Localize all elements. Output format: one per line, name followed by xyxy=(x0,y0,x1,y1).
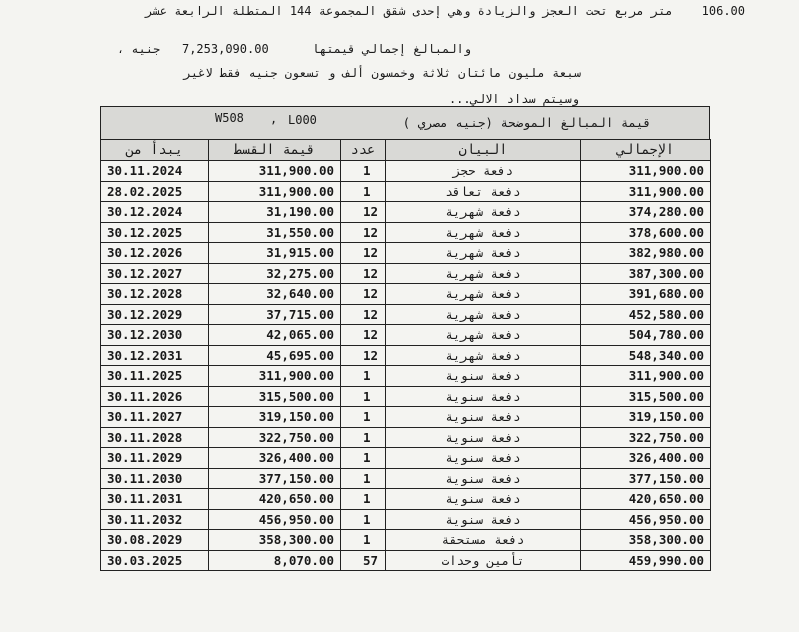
code-u: L000 xyxy=(288,113,317,127)
cell-date: 30.12.2024 xyxy=(101,202,209,223)
cell-count: 12 xyxy=(341,325,386,346)
total-amount-value: 7,253,090.00 xyxy=(181,42,269,56)
cell-count: 1 xyxy=(341,161,386,182)
cell-installment: 311,900.00 xyxy=(209,366,341,387)
cell-count: 1 xyxy=(341,489,386,510)
cell-total: 311,900.00 xyxy=(581,181,711,202)
cell-date: 30.11.2031 xyxy=(101,489,209,510)
cell-total: 420,650.00 xyxy=(581,489,711,510)
cell-count: 12 xyxy=(341,284,386,305)
cell-description: دفعة شهرية xyxy=(386,243,581,264)
cell-total: 391,680.00 xyxy=(581,284,711,305)
cell-total: 548,340.00 xyxy=(581,345,711,366)
cell-installment: 322,750.00 xyxy=(209,427,341,448)
cell-total: 315,500.00 xyxy=(581,386,711,407)
cell-count: 57 xyxy=(341,550,386,571)
table-row xyxy=(101,407,711,428)
col-header-date: يبدأ من xyxy=(101,140,209,161)
cell-date: 30.12.2028 xyxy=(101,284,209,305)
cell-total: 378,600.00 xyxy=(581,222,711,243)
cell-installment: 45,695.00 xyxy=(209,345,341,366)
table-row xyxy=(101,243,711,264)
cell-description: دفعة سنوية xyxy=(386,448,581,469)
table-row xyxy=(101,509,711,530)
table-row xyxy=(101,366,711,387)
table-header-row xyxy=(101,140,711,161)
cell-description: دفعة شهرية xyxy=(386,222,581,243)
cell-installment: 326,400.00 xyxy=(209,448,341,469)
cell-date: 30.08.2029 xyxy=(101,530,209,551)
cell-description: دفعة شهرية xyxy=(386,284,581,305)
cell-total: 459,990.00 xyxy=(581,550,711,571)
cell-count: 1 xyxy=(341,386,386,407)
cell-installment: 456,950.00 xyxy=(209,509,341,530)
table-row xyxy=(101,448,711,469)
cell-total: 311,900.00 xyxy=(581,366,711,387)
cell-installment: 32,275.00 xyxy=(209,263,341,284)
col-header-installment: قيمة القسط xyxy=(209,140,341,161)
cell-date: 30.03.2025 xyxy=(101,550,209,571)
col-header-total: الإجمالي xyxy=(581,140,711,161)
cell-count: 1 xyxy=(341,530,386,551)
table-row xyxy=(101,550,711,571)
cell-installment: 311,900.00 xyxy=(209,181,341,202)
unit-description-line xyxy=(145,4,745,18)
cell-total: 382,980.00 xyxy=(581,243,711,264)
cell-description: دفعة مستحقة xyxy=(386,530,581,551)
cell-count: 1 xyxy=(341,427,386,448)
cell-description: دفعة حجز xyxy=(386,161,581,182)
col-header-count: عدد xyxy=(341,140,386,161)
cell-installment: 42,065.00 xyxy=(209,325,341,346)
cell-count: 1 xyxy=(341,181,386,202)
amount-in-words: سبعة مليون مائتان ثلاثة وخمسون ألف و تسعون جنيه فقط لاغير xyxy=(183,66,581,80)
table-row xyxy=(101,304,711,325)
cell-count: 12 xyxy=(341,202,386,223)
cell-date: 30.11.2028 xyxy=(101,427,209,448)
schedule-grid xyxy=(100,139,711,571)
cell-date: 30.11.2026 xyxy=(101,386,209,407)
cell-count: 1 xyxy=(341,366,386,387)
table-row xyxy=(101,181,711,202)
cell-date: 30.11.2029 xyxy=(101,448,209,469)
cell-description: دفعة شهرية xyxy=(386,345,581,366)
cell-date: 30.12.2029 xyxy=(101,304,209,325)
cell-installment: 31,550.00 xyxy=(209,222,341,243)
table-row xyxy=(101,489,711,510)
cell-total: 456,950.00 xyxy=(581,509,711,530)
cell-total: 311,900.00 xyxy=(581,161,711,182)
cell-date: 30.12.2030 xyxy=(101,325,209,346)
unit-description-text: متر مربع تحت العجز والزيادة وهي إحدى شقق المجموعة 144 المتطلة الرابعة عشر xyxy=(145,4,673,18)
cell-installment: 319,150.00 xyxy=(209,407,341,428)
cell-count: 12 xyxy=(341,345,386,366)
table-row xyxy=(101,530,711,551)
cell-total: 387,300.00 xyxy=(581,263,711,284)
cell-date: 30.12.2027 xyxy=(101,263,209,284)
cell-date: 30.11.2030 xyxy=(101,468,209,489)
cell-date: 30.11.2024 xyxy=(101,161,209,182)
cell-total: 377,150.00 xyxy=(581,468,711,489)
table-row xyxy=(101,222,711,243)
total-amount-currency: جنيه ، xyxy=(116,42,161,56)
table-row xyxy=(101,386,711,407)
table-row xyxy=(101,325,711,346)
cell-total: 452,580.00 xyxy=(581,304,711,325)
cell-date: 30.11.2025 xyxy=(101,366,209,387)
cell-count: 12 xyxy=(341,304,386,325)
cell-description: دفعة سنوية xyxy=(386,407,581,428)
cell-description: دفعة سنوية xyxy=(386,386,581,407)
cell-total: 374,280.00 xyxy=(581,202,711,223)
cell-date: 30.12.2026 xyxy=(101,243,209,264)
cell-description: دفعة سنوية xyxy=(386,427,581,448)
cell-description: دفعة سنوية xyxy=(386,509,581,530)
cell-count: 12 xyxy=(341,222,386,243)
cell-description: دفعة سنوية xyxy=(386,489,581,510)
payment-schedule-intro: وسيتم سداد الالي... xyxy=(448,92,579,106)
cell-total: 358,300.00 xyxy=(581,530,711,551)
table-row xyxy=(101,345,711,366)
code-separator: , xyxy=(270,112,278,126)
cell-count: 12 xyxy=(341,243,386,264)
cell-installment: 315,500.00 xyxy=(209,386,341,407)
cell-description: دفعة سنوية xyxy=(386,366,581,387)
cell-count: 1 xyxy=(341,448,386,469)
cell-installment: 358,300.00 xyxy=(209,530,341,551)
table-row xyxy=(101,427,711,448)
cell-count: 1 xyxy=(341,509,386,530)
cell-count: 1 xyxy=(341,468,386,489)
cell-installment: 311,900.00 xyxy=(209,161,341,182)
cell-installment: 37,715.00 xyxy=(209,304,341,325)
cell-installment: 31,915.00 xyxy=(209,243,341,264)
cell-installment: 420,650.00 xyxy=(209,489,341,510)
cell-date: 28.02.2025 xyxy=(101,181,209,202)
cell-description: دفعة سنوية xyxy=(386,468,581,489)
payment-schedule-table xyxy=(100,106,710,571)
cell-description: دفعة شهرية xyxy=(386,263,581,284)
table-row xyxy=(101,161,711,182)
cell-description: دفعة شهرية xyxy=(386,202,581,223)
cell-description: دفعة شهرية xyxy=(386,325,581,346)
cell-total: 504,780.00 xyxy=(581,325,711,346)
cell-installment: 8,070.00 xyxy=(209,550,341,571)
cell-total: 326,400.00 xyxy=(581,448,711,469)
cell-installment: 377,150.00 xyxy=(209,468,341,489)
cell-count: 12 xyxy=(341,263,386,284)
cell-installment: 32,640.00 xyxy=(209,284,341,305)
cell-total: 319,150.00 xyxy=(581,407,711,428)
table-caption-box xyxy=(100,106,710,139)
total-amount-line xyxy=(117,42,471,56)
table-row xyxy=(101,468,711,489)
code-w: W508 xyxy=(215,111,244,125)
cell-description: تأمين وحدات xyxy=(386,550,581,571)
table-row xyxy=(101,263,711,284)
cell-description: دفعة شهرية xyxy=(386,304,581,325)
table-caption: قيمة المبالغ الموضحة (جنيه مصري ) xyxy=(402,115,651,130)
cell-installment: 31,190.00 xyxy=(209,202,341,223)
table-row xyxy=(101,202,711,223)
cell-date: 30.11.2027 xyxy=(101,407,209,428)
unit-area: 106.00 xyxy=(701,4,745,18)
cell-date: 30.11.2032 xyxy=(101,509,209,530)
cell-date: 30.12.2031 xyxy=(101,345,209,366)
table-row xyxy=(101,284,711,305)
col-header-description: البيان xyxy=(386,140,581,161)
cell-date: 30.12.2025 xyxy=(101,222,209,243)
cell-count: 1 xyxy=(341,407,386,428)
total-amount-label: والمبالغ إجمالي قيمتها xyxy=(312,42,471,56)
cell-description: دفعة تعاقد xyxy=(386,181,581,202)
cell-total: 322,750.00 xyxy=(581,427,711,448)
